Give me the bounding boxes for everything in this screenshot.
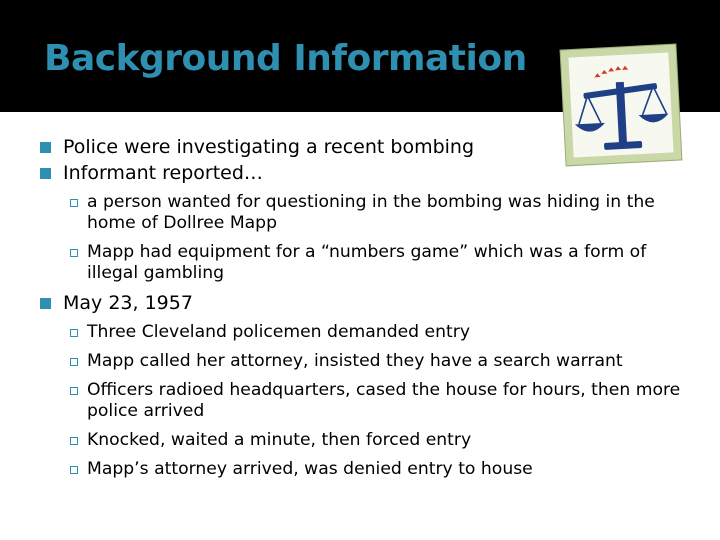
sub-bullet-text: Three Cleveland policemen demanded entry [87,322,470,342]
bullet-date [40,290,710,316]
hollow-square-bullet-icon [70,249,78,257]
sub-bullet-forced-entry [40,430,696,451]
bullet-text: May 23, 1957 [63,292,193,314]
hollow-square-bullet-icon [70,437,78,445]
sub-bullet-radioed [40,380,696,422]
sub-bullet-text: Officers radioed headquarters, cased the house for hours, then more police arrived [87,380,681,421]
hollow-square-bullet-icon [70,387,78,395]
hollow-square-bullet-icon [70,466,78,474]
sub-bullet-numbers-game [40,242,696,284]
sub-bullet-text: Mapp called her attorney, insisted they have a search warrant [87,351,623,371]
bullet-informant [40,160,710,186]
hollow-square-bullet-icon [70,329,78,337]
sub-bullet-text: Knocked, waited a minute, then forced entry [87,430,472,450]
bullet-text: Police were investigating a recent bombing [63,136,475,158]
bullet-text: Informant reported… [63,162,263,184]
sub-bullet-text: a person wanted for questioning in the bombing was hiding in the home of Dollree Mapp [87,192,655,233]
sub-bullet-text: Mapp’s attorney arrived, was denied entry to house [87,459,533,479]
slide-content [40,134,710,480]
sub-bullet-demanded-entry [40,322,696,343]
sub-bullet-text: Mapp had equipment for a “numbers game” which was a form of illegal gambling [87,242,647,283]
slide-title: Background Information [44,38,527,79]
sub-bullet-attorney-denied [40,459,696,480]
hollow-square-bullet-icon [70,358,78,366]
bullet-investigating [40,134,710,160]
hollow-square-bullet-icon [70,199,78,207]
sub-bullet-attorney-warrant [40,351,696,372]
square-bullet-icon [40,168,51,179]
square-bullet-icon [40,298,51,309]
square-bullet-icon [40,142,51,153]
sub-bullet-hiding [40,192,696,234]
